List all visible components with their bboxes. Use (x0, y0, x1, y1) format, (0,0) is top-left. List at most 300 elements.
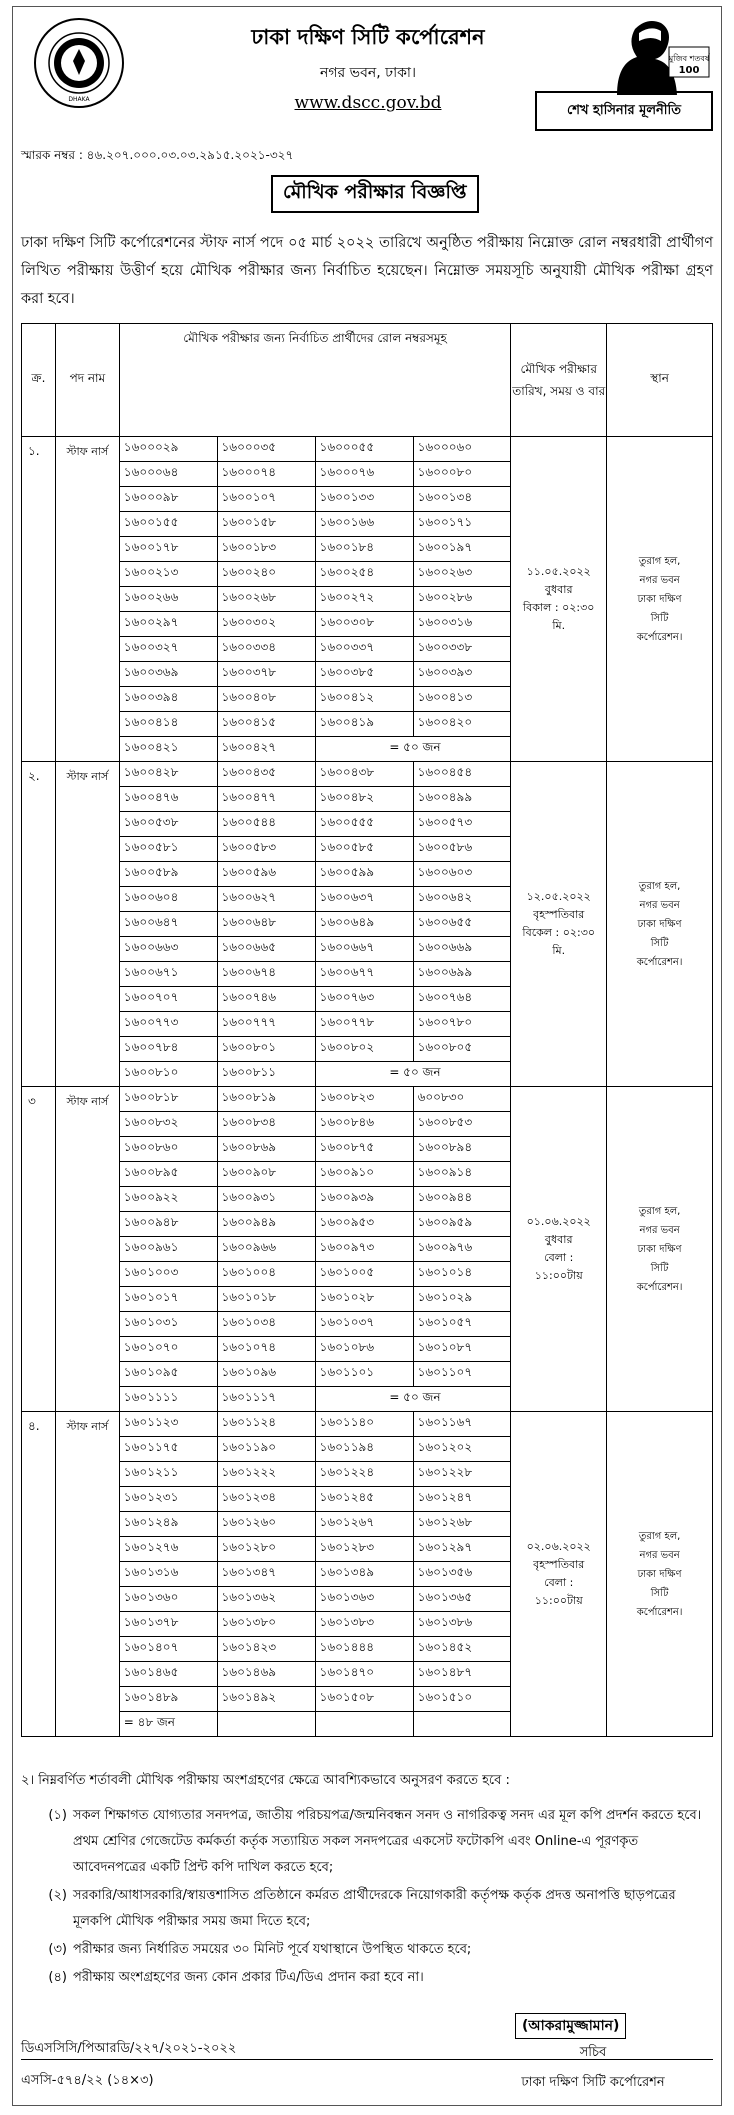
roll-grid (120, 762, 510, 1086)
schedule-line: বেলা : (544, 1251, 574, 1264)
schedule-table (21, 323, 713, 1737)
roll-row (120, 737, 510, 762)
roll-number: ১৬০০২৫৪ (315, 562, 413, 587)
roll-number: ১৬০০৬৭৪ (217, 962, 315, 987)
roll-number: ১৬০১৩৫৬ (413, 1562, 510, 1587)
roll-row (120, 1312, 510, 1337)
roll-number: ১৬০০৪১৯ (315, 712, 413, 737)
roll-number: ১৬০০৫৪৪ (217, 812, 315, 837)
venue-line: তুরাগ হল, (638, 880, 681, 892)
roll-number: ১৬০১০৭৪ (217, 1337, 315, 1362)
signatory-name: (আকরামুজ্জামান) (515, 2013, 626, 2039)
condition-text: পরীক্ষার জন্য নির্ধারিত সময়ের ৩০ মিনিট পূর্বে যথাস্থানে উপস্থিত থাকতে হবে; (73, 1942, 472, 1957)
venue-cell (607, 437, 713, 762)
schedule-cell (511, 1087, 607, 1412)
roll-row (120, 487, 510, 512)
venue-cell (607, 762, 713, 1087)
roll-number: ১৬০১৩৬০ (120, 1587, 217, 1612)
roll-number: ১৬০০৯৪৯ (217, 1212, 315, 1237)
roll-number: ১৬০১১১১ (120, 1387, 217, 1412)
venue-line: নগর ভবন (639, 899, 680, 911)
roll-number: ১৬০০৮০৫ (413, 1037, 510, 1062)
roll-number: ১৬০০৮৯৪ (413, 1137, 510, 1162)
venue-line: তুরাগ হল, (638, 1530, 681, 1542)
roll-number: ১৬০০২৬৮ (217, 587, 315, 612)
roll-number: ১৬০১১৯০ (217, 1437, 315, 1462)
condition-number: (১) (48, 1808, 67, 1823)
roll-number: ১৬০১০০৩ (120, 1262, 217, 1287)
candidate-total: = ৫০ জন (315, 1387, 510, 1412)
roll-number: ১৬০০৩৩৮ (413, 637, 510, 662)
roll-row (120, 1487, 510, 1512)
roll-row (120, 762, 510, 787)
roll-number: ১৬০১০৭০ (120, 1337, 217, 1362)
roll-number: ১৬০১৪৬৫ (120, 1662, 217, 1687)
roll-row (120, 937, 510, 962)
roll-number: ১৬০০৩৯৩ (413, 662, 510, 687)
post-name-cell: স্টাফ নার্স (55, 1087, 119, 1412)
roll-number: ১৬০০৮৬০ (120, 1137, 217, 1162)
roll-number: ১৬০০৯৭৬ (413, 1237, 510, 1262)
conditions-list (21, 1803, 713, 1993)
roll-number: ১৬০১০৯৬ (217, 1362, 315, 1387)
roll-row (120, 1687, 510, 1712)
roll-number: ১৬০০২৭২ (315, 587, 413, 612)
post-name-cell: স্টাফ নার্স (55, 1412, 119, 1737)
empty-cell (315, 1712, 413, 1737)
roll-number: ১৬০০০৫৫ (315, 437, 413, 462)
roll-number: ১৬০০৪২৮ (120, 762, 217, 787)
roll-number: ১৬০১০৮৬ (315, 1337, 413, 1362)
venue-line: সিটি (650, 1587, 669, 1599)
roll-row (120, 562, 510, 587)
roll-number: ১৬০১০৫৭ (413, 1312, 510, 1337)
roll-row (120, 1437, 510, 1462)
roll-number: ১৬০০৭৬৪ (413, 987, 510, 1012)
roll-number: ১৬০০৯২২ (120, 1187, 217, 1212)
venue-line: ঢাকা দক্ষিণ (637, 1243, 682, 1255)
roll-row (120, 812, 510, 837)
venue-line: সিটি (650, 937, 669, 949)
roll-number: ১৬০১২৩৪ (217, 1487, 315, 1512)
roll-number: ১৬০১৩৬৫ (413, 1587, 510, 1612)
roll-number: ১৬০০৯১৪ (413, 1162, 510, 1187)
header-venue: স্থান (607, 324, 713, 437)
roll-number: ১৬০০৬৬৯ (413, 937, 510, 962)
roll-number: ১৬০০২৮৬ (413, 587, 510, 612)
venue-line: তুরাগ হল, (638, 1205, 681, 1217)
roll-number: ১৬০০৫৯৬ (217, 862, 315, 887)
roll-number: ১৬০০৮১৯ (217, 1087, 315, 1112)
header-post: পদ নাম (55, 324, 119, 437)
roll-number: ১৬০০৪১৩ (413, 687, 510, 712)
condition-text: সরকারি/আধাসরকারি/স্বায়ত্তশাসিত প্রতিষ্ঠানে কর্মরত প্রার্থীদেরকে নিয়োগকারী কর্তৃপক্ষ কর্তৃক প্রদত্ত অনাপত্তি ছাড়পত্রের মূলকপি মৌখিক পরীক্ষার সময় জমা দিতে হবে; (73, 1888, 676, 1929)
schedule-line: ০১.০৬.২০২২ (526, 1215, 591, 1228)
schedule-cell (511, 1412, 607, 1737)
roll-grid (120, 1412, 510, 1736)
roll-number: ১৬০০৯১০ (315, 1162, 413, 1187)
roll-number: ১৬০১৫০৮ (315, 1687, 413, 1712)
roll-number: ১৬০০৪১৪ (120, 712, 217, 737)
roll-numbers-cell (119, 1087, 510, 1412)
roll-number: ১৬০১৪৮৭ (413, 1662, 510, 1687)
roll-number: ১৬০০৮১০ (120, 1062, 217, 1087)
roll-number: ১৬০০৬৪৭ (120, 912, 217, 937)
roll-number: ১৬০১১২৩ (120, 1412, 217, 1437)
roll-number: ১৬০১১৭৫ (120, 1437, 217, 1462)
roll-number: ১৬০০৭৬৩ (315, 987, 413, 1012)
venue-line: সিটি (650, 612, 669, 624)
signatory-designation: সচিব (579, 2045, 607, 2060)
roll-number: ১৬০১২২২ (217, 1462, 315, 1487)
roll-number: ১৬০০১৯৭ (413, 537, 510, 562)
roll-row (120, 1587, 510, 1612)
roll-number: ১৬০০১৫৫ (120, 512, 217, 537)
roll-number: ১৬০০২৬৬ (120, 587, 217, 612)
roll-number: ১৬০০৬০৩ (413, 862, 510, 887)
roll-number: ১৬০০৪৯৯ (413, 787, 510, 812)
roll-row (120, 662, 510, 687)
roll-number: ১৬০০৩৭৮ (217, 662, 315, 687)
serial-cell: ৪. (22, 1412, 56, 1737)
serial-cell: ১. (22, 437, 56, 762)
roll-row (120, 1287, 510, 1312)
roll-number: ১৬০০০৬৪ (120, 462, 217, 487)
table-row (22, 1412, 713, 1737)
roll-number: ১৬০০৬৫৫ (413, 912, 510, 937)
venue-line: নগর ভবন (639, 1224, 680, 1236)
roll-row (120, 1187, 510, 1212)
roll-number: ৬০০৮৩০ (413, 1087, 510, 1112)
roll-number: ১৬০০৯৫৯ (413, 1212, 510, 1237)
post-name-cell: স্টাফ নার্স (55, 437, 119, 762)
roll-number: ১৬০০৪২১ (120, 737, 217, 762)
roll-number: ১৬০১১১৭ (217, 1387, 315, 1412)
roll-number: ১৬০০৭৮৪ (120, 1037, 217, 1062)
roll-row (120, 787, 510, 812)
venue-line: তুরাগ হল, (638, 555, 681, 567)
roll-number: ১৬০০১৩৪ (413, 487, 510, 512)
schedule-line: ০২.০৬.২০২২ (526, 1540, 591, 1553)
roll-row (120, 512, 510, 537)
roll-number: ১৬০১১৯৪ (315, 1437, 413, 1462)
signatory-org: ঢাকা দক্ষিণ সিটি কর্পোরেশন (521, 2075, 665, 2090)
roll-number: ১৬০১২৮৩ (315, 1537, 413, 1562)
roll-row (120, 1087, 510, 1112)
roll-number: ১৬০১০৯৫ (120, 1362, 217, 1387)
roll-number: ১৬০০২৪০ (217, 562, 315, 587)
roll-number: ১৬০০৩৯৪ (120, 687, 217, 712)
roll-number: ১৬০০৫৮৩ (217, 837, 315, 862)
venue-line: ঢাকা দক্ষিণ (637, 593, 682, 605)
venue-line: ঢাকা দক্ষিণ (637, 918, 682, 930)
roll-number: ১৬০১৪৫২ (413, 1637, 510, 1662)
roll-number: ১৬০০৭৭৮ (315, 1012, 413, 1037)
serial-cell: ৩ (22, 1087, 56, 1412)
notice-page (12, 6, 722, 2106)
portrait-logo-icon (607, 13, 711, 95)
roll-number: ১৬০০৮২৩ (315, 1087, 413, 1112)
empty-cell (217, 1712, 315, 1737)
roll-number: ১৬০০৪৭৬ (120, 787, 217, 812)
schedule-cell (511, 762, 607, 1087)
roll-number: ১৬০০৯৬১ (120, 1237, 217, 1262)
svg-text:100: 100 (678, 65, 700, 76)
roll-number: ১৬০১০৩৪ (217, 1312, 315, 1337)
roll-number: ১৬০০৬৪৮ (217, 912, 315, 937)
roll-number: ১৬০১০১৭ (120, 1287, 217, 1312)
roll-number: ১৬০১৩৪৭ (217, 1562, 315, 1587)
roll-grid (120, 1087, 510, 1411)
roll-number: ১৬০১২৩১ (120, 1487, 217, 1512)
condition-item (21, 1937, 713, 1963)
venue-line: নগর ভবন (639, 1549, 680, 1561)
roll-row (120, 612, 510, 637)
roll-number: ১৬০০৫৮৯ (120, 862, 217, 887)
roll-number: ১৬০১১৬৭ (413, 1412, 510, 1437)
roll-row (120, 537, 510, 562)
roll-number: ১৬০১৪৯২ (217, 1687, 315, 1712)
roll-row (120, 862, 510, 887)
roll-row (120, 1212, 510, 1237)
roll-number: ১৬০১০০৪ (217, 1262, 315, 1287)
roll-number: ১৬০০৫৮৫ (315, 837, 413, 862)
roll-number: ১৬০১৪৪৪ (315, 1637, 413, 1662)
roll-number: ১৬০১২৪৭ (413, 1487, 510, 1512)
roll-number: ১৬০০০২৯ (120, 437, 217, 462)
roll-number: ১৬০০৬৯৯ (413, 962, 510, 987)
roll-row (120, 1012, 510, 1037)
roll-number: ১৬০১০৩১ (120, 1312, 217, 1337)
condition-item (21, 1803, 713, 1881)
roll-number: ১৬০০১৮৩ (217, 537, 315, 562)
table-row (22, 1087, 713, 1412)
footer-divider (21, 2059, 713, 2060)
roll-number: ১৬০১২৪৫ (315, 1487, 413, 1512)
condition-number: (৪) (48, 1970, 67, 1985)
roll-number: ১৬০০৯৫৩ (315, 1212, 413, 1237)
roll-number: ১৬০০১৮৪ (315, 537, 413, 562)
condition-text: সকল শিক্ষাগত যোগ্যতার সনদপত্র, জাতীয় পরিচয়পত্র/জন্মনিবন্ধন সনদ ও নাগরিকত্ব সনদ এর মূল কপি প্রদর্শন করতে হবে। প্রথম শ্রেণির গেজেটেড কর্মকর্তা কর্তৃক সত্যায়িত সকল সনদপত্রের একসেট ফটোকপি এবং Online-এ পূরণকৃত আবেদনপত্রের একটি প্রিন্ট কপি দাখিল করতে হবে; (73, 1808, 702, 1875)
roll-row (120, 1462, 510, 1487)
roll-number: ১৬০০৬৪২ (413, 887, 510, 912)
roll-number: ১৬০১৩৬৩ (315, 1587, 413, 1612)
roll-number: ১৬০১১৪০ (315, 1412, 413, 1437)
roll-row (120, 1237, 510, 1262)
schedule-line: মি. (552, 944, 566, 957)
roll-number: ১৬০১২২৪ (315, 1462, 413, 1487)
roll-number: ১৬০০৬৭৭ (315, 962, 413, 987)
roll-number: ১৬০০৩০৮ (315, 612, 413, 637)
roll-row (120, 637, 510, 662)
header-rolls: মৌখিক পরীক্ষার জন্য নির্বাচিত প্রার্থীদের রোল নম্বরসমূহ (119, 324, 510, 437)
roll-number: ১৬০০৪২০ (413, 712, 510, 737)
roll-row (120, 1612, 510, 1637)
roll-number: ১৬০০৮৩৪ (217, 1112, 315, 1137)
roll-number: ১৬০০৬৬৫ (217, 937, 315, 962)
roll-number: ১৬০০১৭১ (413, 512, 510, 537)
memo-number: স্মারক নম্বর : ৪৬.২০৭.০০০.০৩.০৩.২৯১৫.২০২১-৩২৭ (21, 148, 294, 162)
roll-number: ১৬০০৯৪৮ (120, 1212, 217, 1237)
condition-item (21, 1965, 713, 1991)
roll-number: ১৬০০১৫৮ (217, 512, 315, 537)
roll-number: ১৬০০১০৭ (217, 487, 315, 512)
notice-title: মৌখিক পরীক্ষার বিজ্ঞপ্তি (271, 175, 479, 213)
roll-row (120, 1337, 510, 1362)
roll-number: ১৬০০৯৩৯ (315, 1187, 413, 1212)
roll-number: ১৬০১৪৬৯ (217, 1662, 315, 1687)
schedule-line: বেলা : (544, 1576, 574, 1589)
roll-number: ১৬০০৪৩৮ (315, 762, 413, 787)
roll-number: ১৬০০৮৬৯ (217, 1137, 315, 1162)
roll-number: ১৬০০৬৪৯ (315, 912, 413, 937)
roll-numbers-cell (119, 1412, 510, 1737)
schedule-line: বৃহস্পতিবার (533, 1558, 585, 1571)
candidate-total: = ৪৮ জন (120, 1712, 217, 1737)
logo-text: মুজিব শতবর্ষ (668, 54, 710, 63)
roll-number: ১৬০১১০৭ (413, 1362, 510, 1387)
roll-row (120, 462, 510, 487)
org-address: নগর ভবন, ঢাকা। (319, 65, 416, 81)
roll-row (120, 962, 510, 987)
roll-row (120, 1412, 510, 1437)
roll-row (120, 1362, 510, 1387)
roll-number: ১৬০১২৬৭ (315, 1512, 413, 1537)
roll-number: ১৬০০১৬৬ (315, 512, 413, 537)
roll-number: ১৬০০৭৮০ (413, 1012, 510, 1037)
roll-number: ১৬০০৯৬৬ (217, 1237, 315, 1262)
schedule-line: ১১.০৫.২০২২ (526, 565, 591, 578)
roll-row (120, 887, 510, 912)
roll-number: ১৬০০৮১১ (217, 1062, 315, 1087)
roll-number: ১৬০০২১৩ (120, 562, 217, 587)
roll-grid (120, 437, 510, 761)
roll-number: ১৬০১০২৯ (413, 1287, 510, 1312)
roll-numbers-cell (119, 762, 510, 1087)
roll-number: ১৬০০৫৭৩ (413, 812, 510, 837)
roll-row (120, 587, 510, 612)
roll-number: ১৬০০৬৬৩ (120, 937, 217, 962)
roll-number: ১৬০১২৭৬ (120, 1537, 217, 1562)
schedule-line: বিকেল : ০২:৩০ (522, 926, 596, 939)
roll-number: ১৬০১৪৮৯ (120, 1687, 217, 1712)
roll-number: ১৬০০৬৩৭ (315, 887, 413, 912)
roll-number: ১৬০০৪১৫ (217, 712, 315, 737)
roll-number: ১৬০০৭৪৬ (217, 987, 315, 1012)
venue-line: কর্পোরেশন। (636, 1281, 683, 1293)
venue-line: সিটি (650, 1262, 669, 1274)
venue-line: কর্পোরেশন। (636, 631, 683, 643)
schedule-line: ১১:০০টায় (534, 1594, 583, 1607)
roll-number: ১৬০১২১১ (120, 1462, 217, 1487)
roll-number: ১৬০১০১৪ (413, 1262, 510, 1287)
roll-row (120, 912, 510, 937)
empty-cell (413, 1712, 510, 1737)
roll-number: ১৬০০৩৬৯ (120, 662, 217, 687)
roll-number: ১৬০১৫১০ (413, 1687, 510, 1712)
candidate-total: = ৫০ জন (315, 737, 510, 762)
roll-number: ১৬০১০৮৭ (413, 1337, 510, 1362)
header-date: মৌখিক পরীক্ষার তারিখ, সময় ও বার (511, 324, 607, 437)
condition-number: (২) (48, 1888, 67, 1903)
roll-row (120, 1637, 510, 1662)
roll-number: ১৬০১০৩৭ (315, 1312, 413, 1337)
roll-number: ১৬০০৩১৬ (413, 612, 510, 637)
roll-number: ১৬০০৮৪৬ (315, 1112, 413, 1137)
schedule-line: ১২.০৫.২০২২ (526, 890, 591, 903)
roll-row (120, 1137, 510, 1162)
roll-number: ১৬০০৬০৪ (120, 887, 217, 912)
roll-row (120, 1037, 510, 1062)
schedule-line: ১১:০০টায় (534, 1269, 583, 1282)
roll-number: ১৬০১২৪৯ (120, 1512, 217, 1537)
venue-line: ঢাকা দক্ষিণ (637, 1568, 682, 1580)
roll-number: ১৬০০৪৫৪ (413, 762, 510, 787)
table-row (22, 437, 713, 762)
roll-row (120, 1512, 510, 1537)
schedule-line: বুধবার (544, 1233, 573, 1246)
roll-number: ১৬০১৪২৩ (217, 1637, 315, 1662)
roll-number: ১৬০০৩০২ (217, 612, 315, 637)
roll-number: ১৬০০৪০৮ (217, 687, 315, 712)
serial-cell: ২. (22, 762, 56, 1087)
roll-number: ১৬০১৪০৭ (120, 1637, 217, 1662)
roll-number: ১৬০০২৬৩ (413, 562, 510, 587)
roll-number: ১৬০০১৩৩ (315, 487, 413, 512)
roll-number: ১৬০০৫৩৮ (120, 812, 217, 837)
roll-number: ১৬০০৬৭১ (120, 962, 217, 987)
roll-number: ১৬০১২০২ (413, 1437, 510, 1462)
header-sl: ক্র. (22, 324, 56, 437)
roll-number: ১৬০০৯৭৩ (315, 1237, 413, 1262)
website-link[interactable]: www.dscc.gov.bd (294, 93, 442, 113)
roll-number: ১৬০০২৯৭ (120, 612, 217, 637)
roll-number: ১৬০০০৩৫ (217, 437, 315, 462)
roll-number: ১৬০০৮০১ (217, 1037, 315, 1062)
post-name-cell: স্টাফ নার্স (55, 762, 119, 1087)
roll-number: ১৬০১২৯৭ (413, 1537, 510, 1562)
roll-number: ১৬০১৩৮০ (217, 1612, 315, 1637)
conditions-intro: ২। নিম্নবর্ণিত শর্তাবলী মৌখিক পরীক্ষায় অংশগ্রহণের ক্ষেত্রে আবশ্যিকভাবে অনুসরণ করতে হবে : (21, 1773, 510, 1788)
roll-row (120, 1262, 510, 1287)
venue-line: নগর ভবন (639, 574, 680, 586)
schedule-cell (511, 437, 607, 762)
roll-number: ১৬০১২২৮ (413, 1462, 510, 1487)
roll-number: ১৬০০৮১৮ (120, 1087, 217, 1112)
schedule-line: বিকাল : ০২:৩০ (523, 601, 595, 614)
org-name: ঢাকা দক্ষিণ সিটি কর্পোরেশন (251, 25, 485, 49)
roll-number: ১৬০০৪৭৭ (217, 787, 315, 812)
print-reference: এসসি-৫৭৪/২২ (১৪×৩) (21, 2073, 154, 2088)
dscc-seal-icon (33, 17, 125, 109)
schedule-line: মি. (552, 619, 566, 632)
roll-number: ১৬০০৮৩২ (120, 1112, 217, 1137)
roll-number: ১৬০১১২৪ (217, 1412, 315, 1437)
roll-number: ১৬০০৪১২ (315, 687, 413, 712)
roll-number: ১৬০০৭৭৭ (217, 1012, 315, 1037)
reference-number: ডিএসসিসি/পিআরডি/২২৭/২০২১-২০২২ (21, 2041, 237, 2056)
roll-number: ১৬০০৮৭৫ (315, 1137, 413, 1162)
roll-row (120, 1162, 510, 1187)
intro-paragraph: ঢাকা দক্ষিণ সিটি কর্পোরেশনের স্টাফ নার্স পদে ০৫ মার্চ ২০২২ তারিখে অনুষ্ঠিত পরীক্ষায় নিম্নোক্ত রোল নম্বরধারী প্রার্থীগণ লিখিত পরীক্ষায় উত্তীর্ণ হয়ে মৌখিক পরীক্ষার জন্য নির্বাচিত হয়েছেন। নিম্নোক্ত সময়সূচি অনুযায়ী মৌখিক পরীক্ষা গ্রহণ করা হবে। (21, 235, 713, 307)
roll-number: ১৬০০৪৮২ (315, 787, 413, 812)
roll-row (120, 1662, 510, 1687)
roll-number: ১৬০১২৮০ (217, 1537, 315, 1562)
roll-row (120, 1537, 510, 1562)
roll-number: ১৬০০৬৬৭ (315, 937, 413, 962)
roll-number: ১৬০০০৭৪ (217, 462, 315, 487)
table-row (22, 762, 713, 1087)
